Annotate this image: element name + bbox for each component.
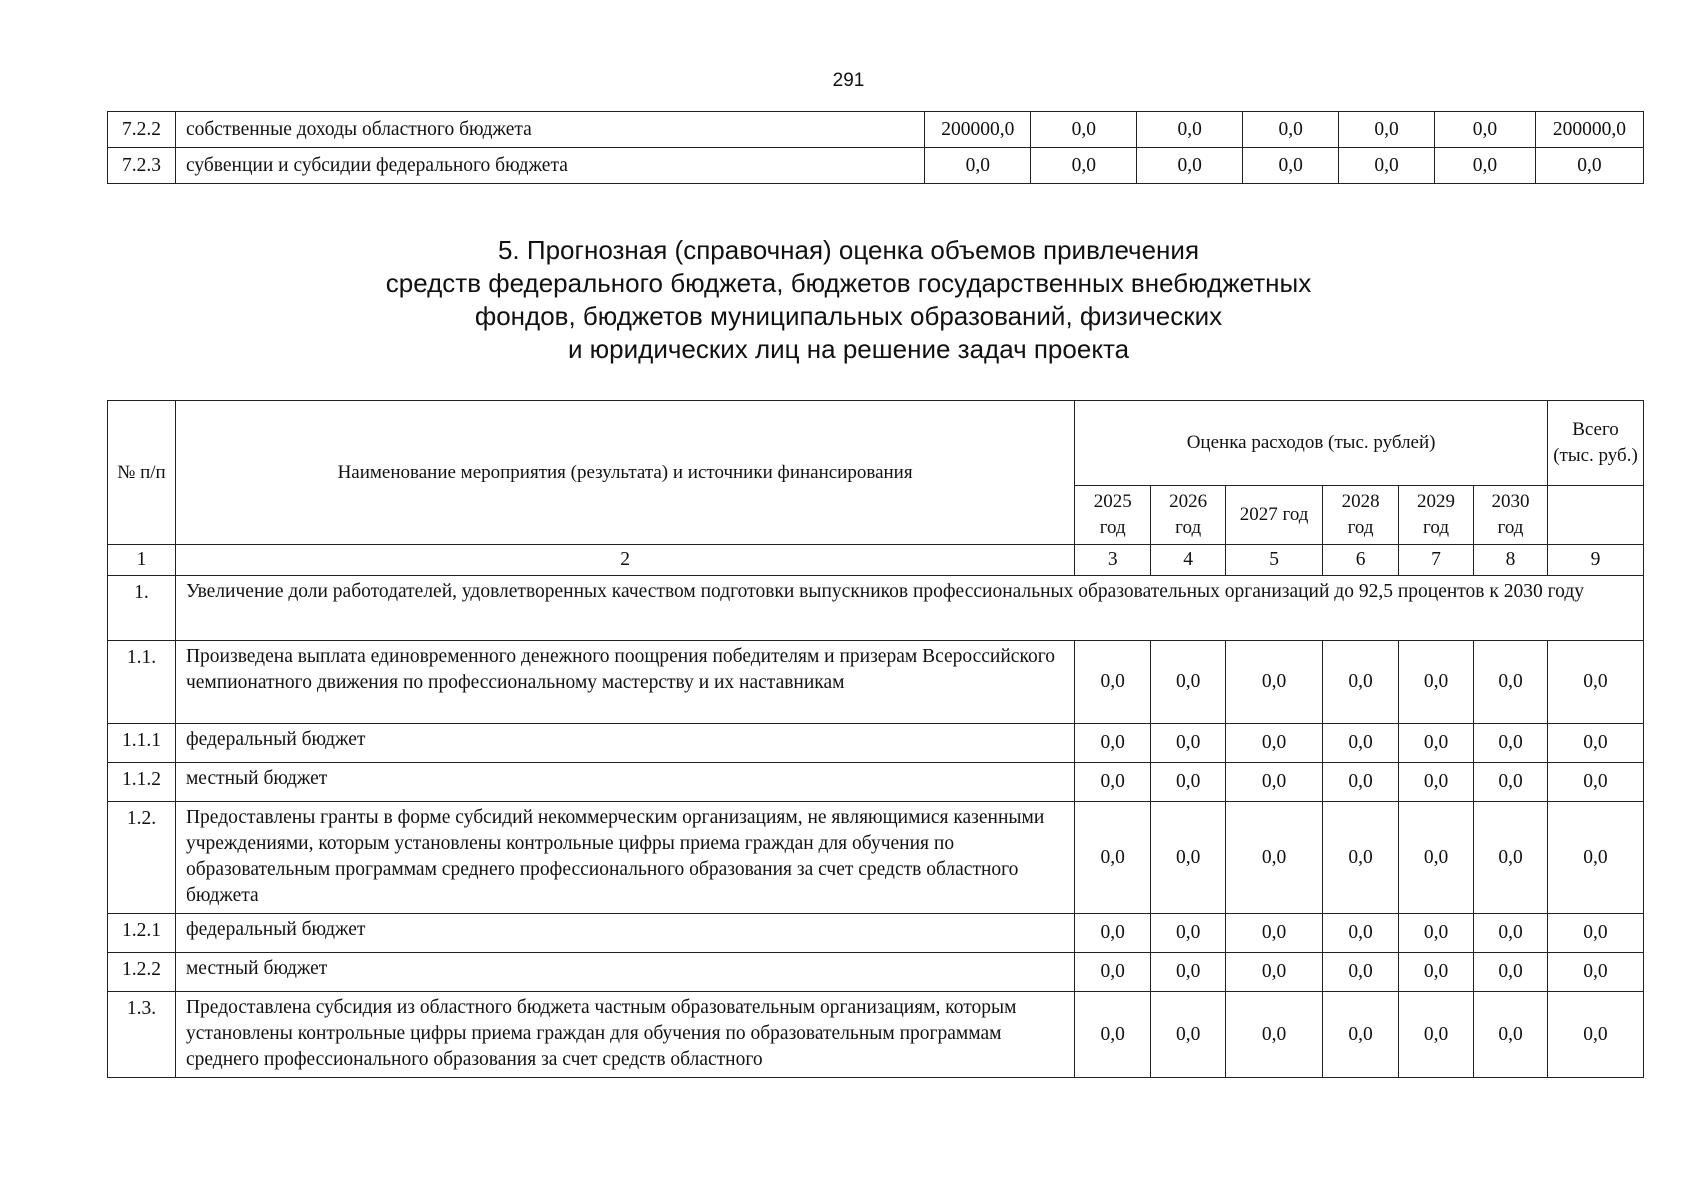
header-estimate: Оценка расходов (тыс. рублей) <box>1075 401 1548 486</box>
row-name: местный бюджет <box>175 953 1074 992</box>
row-value: 0,0 <box>1151 914 1226 953</box>
row-value: 0,0 <box>1151 953 1226 992</box>
row-value: 0,0 <box>1399 763 1474 802</box>
section-title-line: и юридических лиц на решение задач проекта <box>567 334 1130 364</box>
continuation-table <box>107 111 1644 184</box>
row-value: 0,0 <box>1474 763 1548 802</box>
row-value: 200000,0 <box>925 112 1031 148</box>
row-value: 0,0 <box>1399 641 1474 724</box>
goal-text: Увеличение доли работодателей, удовлетворенных качеством подготовки выпускников профессиональных образовательных организаций до 92,5 процентов к 2030 году <box>175 576 1643 641</box>
row-name: субвенции и субсидии федерального бюджета <box>175 148 924 184</box>
row-value: 0,0 <box>1226 953 1323 992</box>
goal-index: 1. <box>108 576 176 641</box>
row-value: 0,0 <box>1474 914 1548 953</box>
row-value: 0,0 <box>1323 802 1399 914</box>
row-value: 0,0 <box>1151 724 1226 763</box>
column-number: 4 <box>1151 545 1226 576</box>
row-value: 0,0 <box>1474 802 1548 914</box>
row-index: 7.2.3 <box>108 148 176 184</box>
row-value: 0,0 <box>1226 802 1323 914</box>
section-title-line: средств федерального бюджета, бюджетов государственных внебюджетных <box>385 268 1312 298</box>
column-number: 3 <box>1075 545 1151 576</box>
row-name: местный бюджет <box>175 763 1074 802</box>
row-value: 0,0 <box>1474 641 1548 724</box>
row-name: федеральный бюджет <box>175 724 1074 763</box>
row-index: 7.2.2 <box>108 112 176 148</box>
header-total-empty <box>1547 486 1643 545</box>
row-value: 0,0 <box>1474 992 1548 1078</box>
header-year: 2028 год <box>1323 486 1399 545</box>
row-value: 0,0 <box>1075 992 1151 1078</box>
row-value: 0,0 <box>1547 641 1643 724</box>
row-value: 0,0 <box>1151 763 1226 802</box>
page-number: 291 <box>832 70 865 91</box>
table-row <box>108 763 1644 802</box>
row-value: 0,0 <box>1137 148 1243 184</box>
row-value: 0,0 <box>1075 724 1151 763</box>
row-value: 0,0 <box>1547 763 1643 802</box>
row-value: 0,0 <box>1031 112 1137 148</box>
row-value: 0,0 <box>1399 724 1474 763</box>
row-value: 0,0 <box>1547 724 1643 763</box>
row-name: Предоставлены гранты в форме субсидий некоммерческим организациям, не являющимися казенными учреждениями, которым установлены контрольные цифры приема граждан для обучения по образовательным программам среднего профессионального образования за счет средств областного бюджета <box>175 802 1074 914</box>
table-row <box>108 148 1644 184</box>
row-index: 1.1.2 <box>108 763 176 802</box>
row-value: 0,0 <box>1474 953 1548 992</box>
header-total: Всего (тыс. руб.) <box>1547 401 1643 486</box>
row-value: 0,0 <box>1323 763 1399 802</box>
header-year: 2025 год <box>1075 486 1151 545</box>
row-value: 0,0 <box>1323 992 1399 1078</box>
row-value: 0,0 <box>1547 953 1643 992</box>
row-value: 0,0 <box>1226 724 1323 763</box>
header-year: 2030 год <box>1474 486 1548 545</box>
row-value: 0,0 <box>1075 914 1151 953</box>
row-value: 0,0 <box>1075 641 1151 724</box>
header-year: 2029 год <box>1399 486 1474 545</box>
row-value: 0,0 <box>1399 802 1474 914</box>
column-number: 5 <box>1226 545 1323 576</box>
row-index: 1.3. <box>108 992 176 1078</box>
row-value: 0,0 <box>1474 724 1548 763</box>
row-value: 0,0 <box>1399 953 1474 992</box>
table-row <box>108 802 1644 914</box>
table-row <box>108 112 1644 148</box>
header-name: Наименование мероприятия (результата) и источники финансирования <box>175 401 1074 545</box>
row-value: 0,0 <box>1137 112 1243 148</box>
section-title-line: фондов, бюджетов муниципальных образований, физических <box>474 301 1223 331</box>
row-value: 0,0 <box>1243 112 1339 148</box>
column-number: 9 <box>1547 545 1643 576</box>
row-value: 0,0 <box>1435 148 1536 184</box>
row-value: 0,0 <box>1547 802 1643 914</box>
row-value: 0,0 <box>1547 914 1643 953</box>
row-value: 0,0 <box>1323 953 1399 992</box>
row-value: 0,0 <box>1399 914 1474 953</box>
row-value: 0,0 <box>1075 802 1151 914</box>
row-value: 0,0 <box>1151 802 1226 914</box>
row-value: 200000,0 <box>1535 112 1643 148</box>
row-value: 0,0 <box>1031 148 1137 184</box>
row-index: 1.1. <box>108 641 176 724</box>
row-value: 0,0 <box>1226 914 1323 953</box>
table-row <box>108 953 1644 992</box>
row-value: 0,0 <box>1435 112 1536 148</box>
row-value: 0,0 <box>1151 992 1226 1078</box>
row-value: 0,0 <box>1323 724 1399 763</box>
column-number: 1 <box>108 545 176 576</box>
row-name: федеральный бюджет <box>175 914 1074 953</box>
row-value: 0,0 <box>925 148 1031 184</box>
row-value: 0,0 <box>1323 914 1399 953</box>
row-value: 0,0 <box>1243 148 1339 184</box>
header-year: 2026 год <box>1151 486 1226 545</box>
table-row <box>108 641 1644 724</box>
row-value: 0,0 <box>1547 992 1643 1078</box>
row-value: 0,0 <box>1226 763 1323 802</box>
section-title-line: 5. Прогнозная (справочная) оценка объемов привлечения <box>497 235 1200 265</box>
row-value: 0,0 <box>1339 148 1435 184</box>
row-index: 1.2.1 <box>108 914 176 953</box>
column-number: 6 <box>1323 545 1399 576</box>
row-name: Предоставлена субсидия из областного бюджета частным образовательным организациям, которым установлены контрольные цифры приема граждан для обучения по образовательным программам среднего профессионального образования за счет средств областного <box>175 992 1074 1078</box>
table-row <box>108 914 1644 953</box>
row-index: 1.1.1 <box>108 724 176 763</box>
row-value: 0,0 <box>1323 641 1399 724</box>
row-index: 1.2.2 <box>108 953 176 992</box>
section-title <box>0 234 1697 366</box>
header-year: 2027 год <box>1226 486 1323 545</box>
row-value: 0,0 <box>1075 953 1151 992</box>
column-number: 8 <box>1474 545 1548 576</box>
row-value: 0,0 <box>1226 992 1323 1078</box>
row-name: Произведена выплата единовременного денежного поощрения победителям и призерам Всероссийского чемпионатного движения по профессиональному мастерству и их наставникам <box>175 641 1074 724</box>
table-row <box>108 992 1644 1078</box>
row-value: 0,0 <box>1075 763 1151 802</box>
funding-estimate-table <box>107 400 1644 1078</box>
header-num: № п/п <box>108 401 176 545</box>
row-value: 0,0 <box>1399 992 1474 1078</box>
row-name: собственные доходы областного бюджета <box>175 112 924 148</box>
table-row <box>108 724 1644 763</box>
row-value: 0,0 <box>1535 148 1643 184</box>
column-number: 7 <box>1399 545 1474 576</box>
row-value: 0,0 <box>1339 112 1435 148</box>
row-index: 1.2. <box>108 802 176 914</box>
row-value: 0,0 <box>1151 641 1226 724</box>
row-value: 0,0 <box>1226 641 1323 724</box>
column-number: 2 <box>175 545 1074 576</box>
